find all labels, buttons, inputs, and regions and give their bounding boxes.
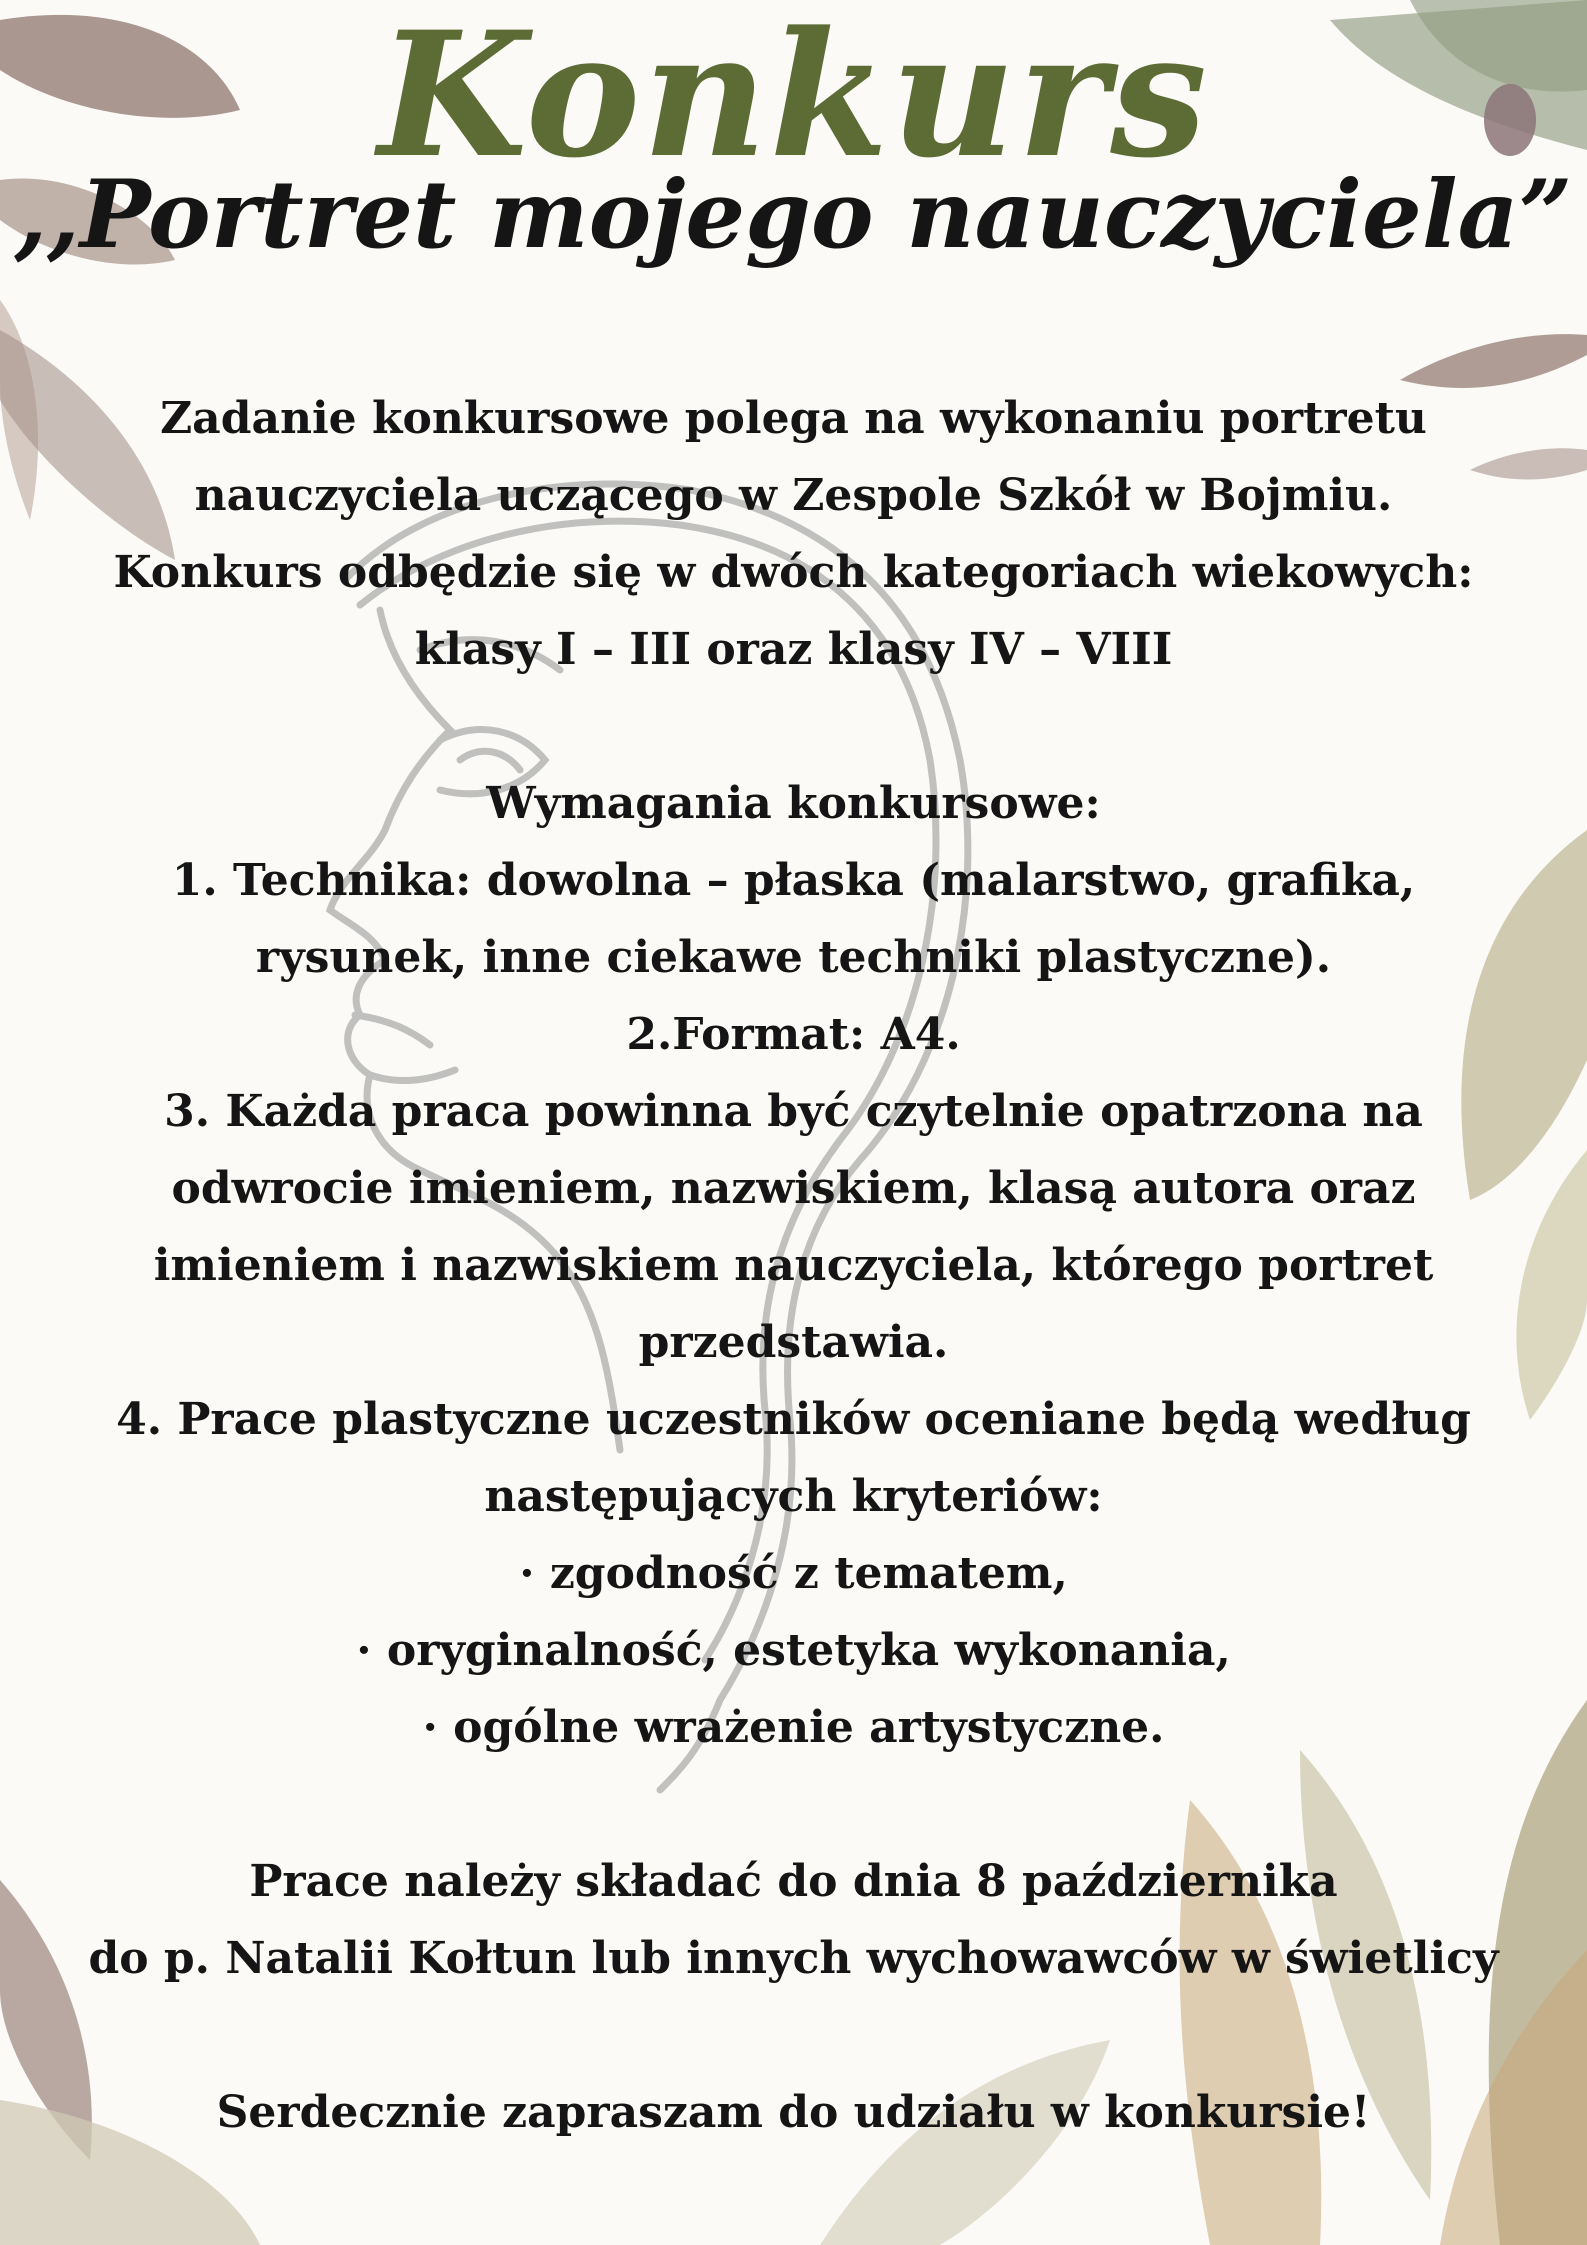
- spacer: [50, 1997, 1537, 2074]
- requirement-line: odwrocie imieniem, nazwiskiem, klasą autora oraz: [171, 1163, 1416, 1214]
- intro-line: klasy I – III oraz klasy IV – VIII: [414, 624, 1173, 675]
- deadline-line: Prace należy składać do dnia 8 października: [249, 1856, 1338, 1907]
- requirement-line: 3. Każda praca powinna być czytelnie opatrzona na: [164, 1086, 1423, 1137]
- intro-line: nauczyciela uczącego w Zespole Szkół w Bojmiu.: [194, 470, 1393, 521]
- requirement-line: 2.Format: A4.: [626, 1009, 961, 1060]
- criterion-line: · zgodność z tematem,: [519, 1548, 1068, 1599]
- deadline-line: do p. Natalii Kołtun lub innych wychowawców w świetlicy: [88, 1933, 1499, 1984]
- requirement-line: 4. Prace plastyczne uczestników oceniane będą według: [116, 1394, 1471, 1445]
- criterion-line: · ogólne wrażenie artystyczne.: [422, 1702, 1165, 1753]
- requirement-line: 1. Technika: dowolna – płaska (malarstwo, grafika,: [171, 855, 1416, 906]
- requirement-line: imieniem i nazwiskiem nauczyciela, którego portret: [153, 1240, 1434, 1291]
- intro-line: Konkurs odbędzie się w dwóch kategoriach wiekowych:: [113, 547, 1474, 598]
- page-title: Konkurs: [377, 0, 1210, 196]
- intro-line: Zadanie konkursowe polega na wykonaniu portretu: [160, 393, 1427, 444]
- requirement-line: następujących kryteriów:: [484, 1471, 1103, 1522]
- announcement-body: [50, 380, 1537, 2151]
- closing-invitation: Serdecznie zapraszam do udziału w konkursie!: [216, 2087, 1371, 2138]
- criterion-line: · oryginalność, estetyka wykonania,: [356, 1625, 1231, 1676]
- requirement-line: rysunek, inne ciekawe techniki plastyczne).: [255, 932, 1332, 983]
- spacer: [50, 1766, 1537, 1843]
- requirement-line: przedstawia.: [638, 1317, 949, 1368]
- requirements-heading: Wymagania konkursowe:: [486, 778, 1101, 829]
- spacer: [50, 688, 1537, 765]
- page-subtitle: ,,Portret mojego nauczyciela”: [14, 160, 1573, 270]
